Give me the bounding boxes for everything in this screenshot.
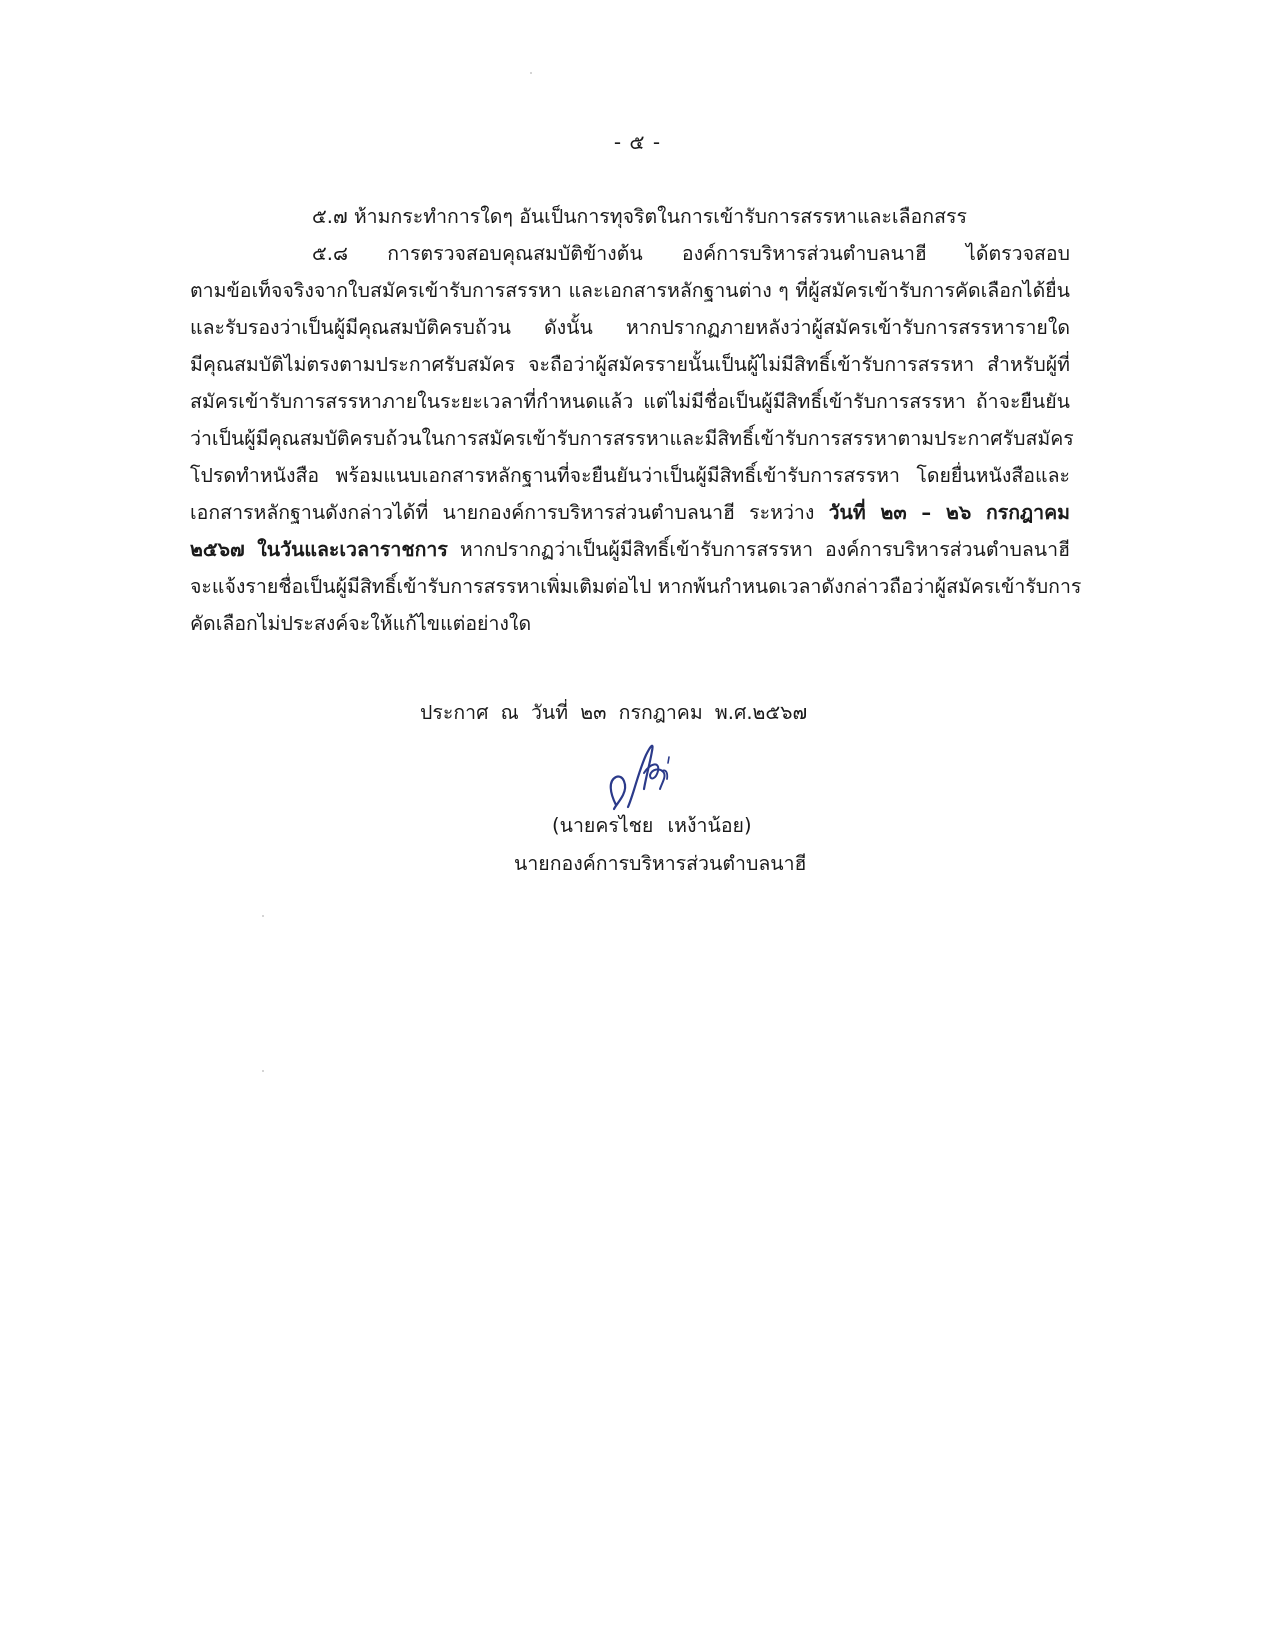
clause-5-8-line bbox=[190, 494, 1070, 531]
clause-5-8-line: คัดเลือกไม่ประสงค์จะให้แก้ไขแต่อย่างใด bbox=[190, 612, 532, 635]
page-number: - ๕ - bbox=[613, 130, 662, 154]
scan-speck bbox=[262, 915, 264, 917]
scan-speck bbox=[262, 1070, 264, 1072]
clause-5-8-line: ตามข้อเท็จจริงจากใบสมัครเข้ารับการสรรหา และเอกสารหลักฐานต่าง ๆ ที่ผู้สมัครเข้ารับการคัดเลือกได้ยื่น bbox=[190, 279, 1070, 302]
clause-5-8-line: และรับรองว่าเป็นผู้มีคุณสมบัติครบถ้วน ดังนั้น หากปรากฏภายหลังว่าผู้สมัครเข้ารับการสรรหารายใด bbox=[190, 316, 1070, 339]
clause-5-8-line: มีคุณสมบัติไม่ตรงตามประกาศรับสมัคร จะถือว่าผู้สมัครรายนั้นเป็นผู้ไม่มีสิทธิ์เข้ารับการสรรหา สำหรับผู้ที่ bbox=[190, 353, 1070, 376]
clause-5-8-line: โปรดทำหนังสือ พร้อมแนบเอกสารหลักฐานที่จะยืนยันว่าเป็นผู้มีสิทธิ์เข้ารับการสรรหา โดยยื่นหนังสือและ bbox=[190, 464, 1070, 487]
deadline-date: วันที่ ๒๓ – ๒๖ กรกฎาคม bbox=[828, 501, 1071, 524]
signer-title: นายกองค์การบริหารส่วนตำบลนาฮี bbox=[514, 852, 807, 875]
announcement-date: ประกาศ ณ วันที่ ๒๓ กรกฎาคม พ.ศ.๒๕๖๗ bbox=[420, 701, 808, 724]
deadline-date-cont: ๒๕๖๗ ในวันและเวลาราชการ bbox=[190, 538, 448, 561]
document-body bbox=[190, 198, 1082, 642]
clause-5-8-line: ว่าเป็นผู้มีคุณสมบัติครบถ้วนในการสมัครเข้ารับการสรรหาและมีสิทธิ์เข้ารับการสรรหาตามประกาศรับสมัคร bbox=[190, 427, 1074, 450]
signer-name: (นายครไชย เหง้าน้อย) bbox=[552, 814, 752, 837]
clause-5-8-line: สมัครเข้ารับการสรรหาภายในระยะเวลาที่กำหนดแล้ว แต่ไม่มีชื่อเป็นผู้มีสิทธิ์เข้ารับการสรรหา ถ้าจะยืนยัน bbox=[190, 390, 1070, 413]
clause-5-7: ๕.๗ ห้ามกระทำการใดๆ อันเป็นการทุจริตในการเข้ารับการสรรหาและเลือกสรร bbox=[312, 205, 967, 228]
clause-text: เอกสารหลักฐานดังกล่าวได้ที่ นายกองค์การบริหารส่วนตำบลนาฮี ระหว่าง bbox=[190, 501, 829, 524]
clause-text: หากปรากฏว่าเป็นผู้มีสิทธิ์เข้ารับการสรรหา องค์การบริหารส่วนตำบลนาฮี bbox=[447, 538, 1070, 561]
scan-speck bbox=[530, 72, 532, 74]
clause-5-8-line: ๕.๘ การตรวจสอบคุณสมบัติข้างต้น องค์การบริหารส่วนตำบลนาฮี ได้ตรวจสอบ bbox=[312, 242, 1070, 265]
clause-5-8-line: จะแจ้งรายชื่อเป็นผู้มีสิทธิ์เข้ารับการสรรหาเพิ่มเติมต่อไป หากพ้นกำหนดเวลาดังกล่าวถือว่าผู้สมัครเข้ารับการ bbox=[190, 575, 1082, 598]
clause-5-8-line bbox=[190, 531, 1070, 568]
